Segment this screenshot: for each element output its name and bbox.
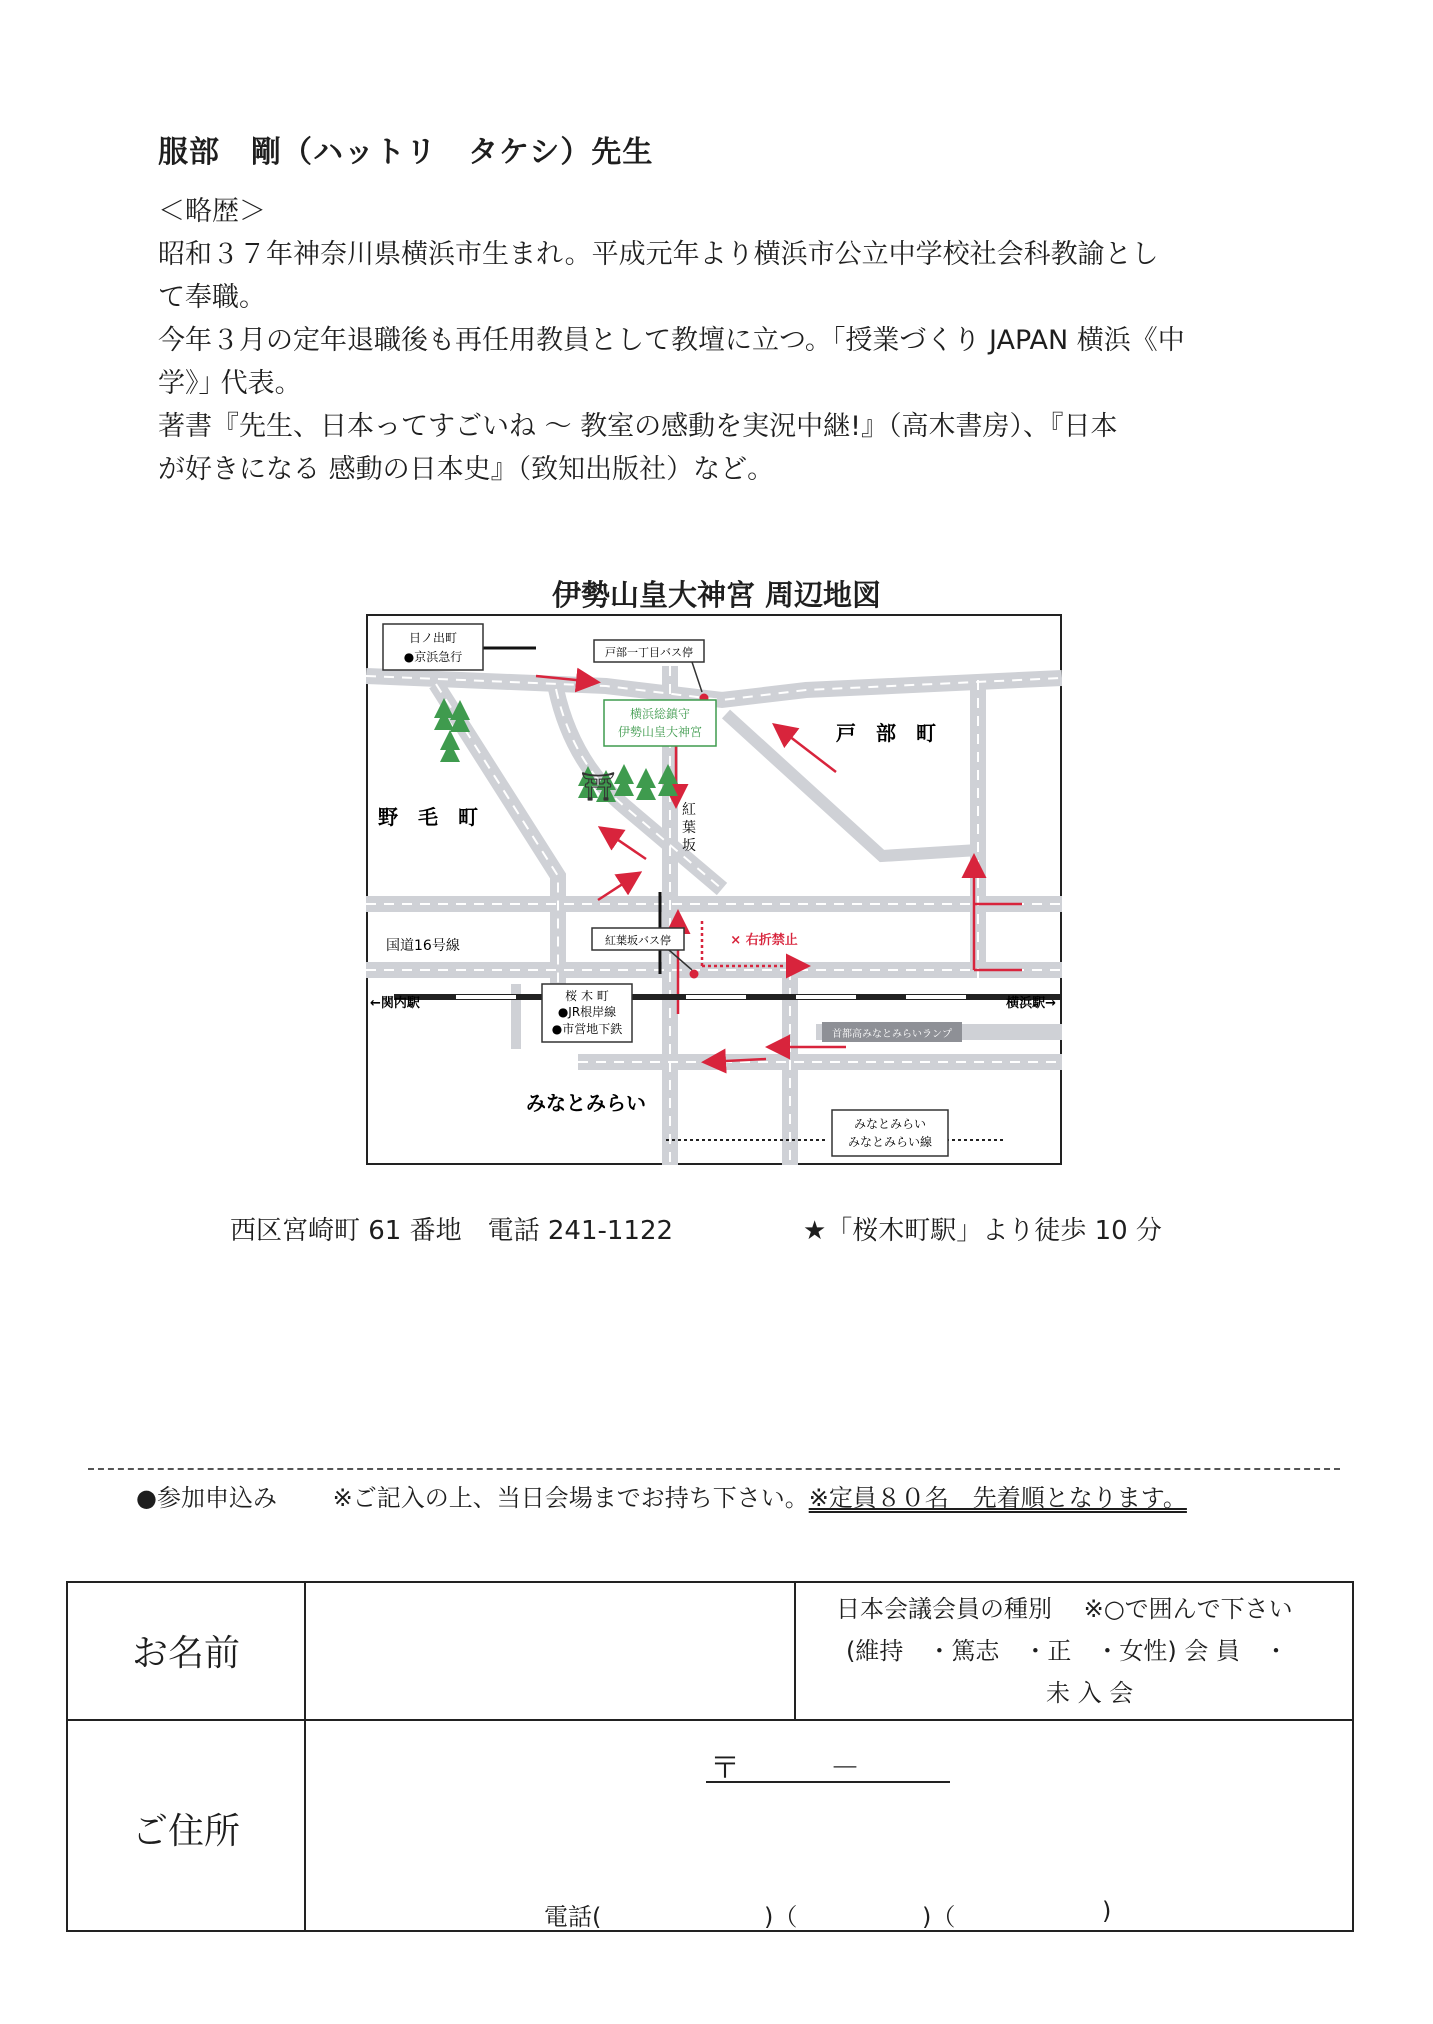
speaker-name: 服部 剛（ハットリ タケシ）先生 xyxy=(158,135,654,170)
phone-separator: )（ xyxy=(764,1903,798,1931)
minatomirai-area-label: みなとみらい xyxy=(526,1091,646,1115)
bio-line: 学》｣ 代表。 xyxy=(158,368,302,399)
postal-code-line xyxy=(706,1781,950,1783)
momijizaka-label: 坂 xyxy=(682,838,696,854)
expressway-ramp-label: 首都高みなとみらいランプ xyxy=(832,1029,952,1040)
tobecho-label: 戸 部 町 xyxy=(836,721,936,745)
phone-exchange-field[interactable] xyxy=(806,1893,920,1923)
sakuragicho-station-label: 桜 木 町 xyxy=(565,989,609,1003)
route16-label: 国道16号線 xyxy=(386,938,460,954)
phone-close: ) xyxy=(1102,1897,1112,1925)
minatomirai-station-label: みなとみらい xyxy=(853,1117,927,1131)
access-info: ★「桜木町駅」より徒歩 10 分 xyxy=(803,1216,1162,1246)
map-title: 伊勢山皇大神宮 周辺地図 xyxy=(551,578,882,612)
no-right-turn-label: × 右折禁止 xyxy=(730,933,798,948)
yokohama-station-label: 横浜駅→ xyxy=(1006,996,1056,1011)
tobe-bus-stop-label: 戸部一丁目バス停 xyxy=(605,646,693,659)
bio-line: 著書『先生、日本ってすごいね ～ 教室の感動を実況中継!』（高木書房）、『日本 xyxy=(158,411,1118,442)
application-label: ●参加申込み xyxy=(136,1484,277,1512)
momijizaka-bus-stop-label: 紅葉坂バス停 xyxy=(605,934,671,947)
member-type-options[interactable]: (維持 ・篤志 ・正 ・女性) 会 員 ・ xyxy=(846,1637,1288,1665)
phone-area-code-field[interactable] xyxy=(616,1893,762,1923)
member-type-nonmember[interactable]: 未 入 会 xyxy=(1046,1679,1134,1707)
area-map xyxy=(366,614,1062,1165)
hinodecho-station-label: 日ノ出町 xyxy=(408,631,458,645)
jr-line-label: ●JR根岸線 xyxy=(557,1005,617,1019)
venue-address: 西区宮崎町 61 番地 電話 241-1122 xyxy=(230,1216,674,1246)
phone-number-field[interactable] xyxy=(964,1893,1100,1923)
bio-line: が好きになる 感動の日本史』（致知出版社）など。 xyxy=(158,454,775,485)
capacity-note: ※定員８０名 先着順となります。 xyxy=(808,1484,1187,1512)
bio-heading: ＜略歴＞ xyxy=(158,196,266,227)
keikyu-line-label: ●京浜急行 xyxy=(403,650,463,664)
cut-line xyxy=(88,1468,1340,1470)
postal-code-mark: 〒 － xyxy=(710,1751,860,1786)
subway-line-label: ●市営地下鉄 xyxy=(551,1022,623,1036)
bio-line: て奉職。 xyxy=(158,282,266,313)
application-instruction: ※ご記入の上、当日会場までお持ち下さい。 xyxy=(332,1484,809,1512)
registration-form xyxy=(66,1581,1354,1932)
name-label: お名前 xyxy=(131,1633,240,1674)
name-field[interactable] xyxy=(306,1583,792,1717)
momijizaka-label: 紅 xyxy=(682,802,696,818)
nogecho-label: 野 毛 町 xyxy=(378,805,478,829)
kannai-station-label: ←関内駅 xyxy=(370,996,420,1011)
bio-line: 今年３月の定年退職後も再任用教員として教壇に立つ。｢授業づくり JAPAN 横浜《中 xyxy=(158,325,1185,356)
address-label: ご住所 xyxy=(131,1811,240,1852)
phone-label: 電話( xyxy=(544,1903,602,1931)
phone-separator: )（ xyxy=(922,1903,956,1931)
momijizaka-label: 葉 xyxy=(682,820,696,836)
minatomirai-line-label: みなとみらい線 xyxy=(847,1135,933,1149)
application-notice xyxy=(136,1478,1187,1513)
railway-line xyxy=(394,994,1062,1000)
member-type-heading: 日本会議会員の種別 ※○で囲んで下さい xyxy=(836,1595,1293,1623)
torii-icon: ⛩ xyxy=(580,770,616,803)
form-divider xyxy=(794,1583,796,1719)
shrine-label: 伊勢山皇大神宮 xyxy=(617,725,703,739)
shrine-label: 横浜総鎮守 xyxy=(629,707,691,721)
bio-line: 昭和３７年神奈川県横浜市生まれ。平成元年より横浜市公立中学校社会科教諭とし xyxy=(158,239,1159,270)
